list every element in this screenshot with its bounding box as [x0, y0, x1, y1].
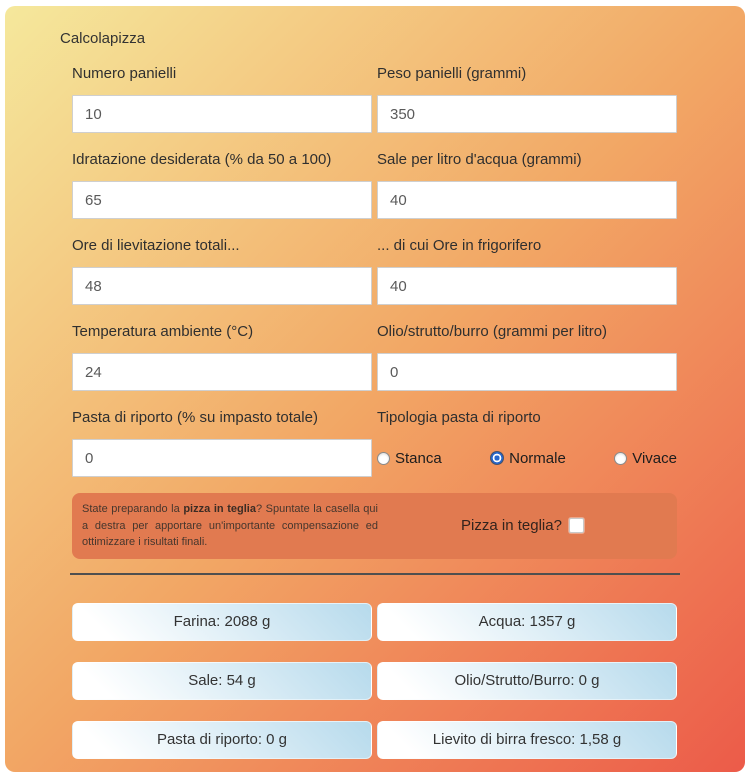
results-divider: [70, 573, 680, 575]
results-row-3: [72, 721, 677, 759]
pasta-riporto-input[interactable]: [72, 439, 372, 477]
pasta-riporto-label: Pasta di riporto (% su impasto totale): [72, 409, 318, 426]
results-row-1: [72, 603, 677, 641]
note-text-bold: pizza in teglia: [183, 503, 256, 515]
form-row-4: [72, 305, 677, 391]
olio-strutto-burro-label: Olio/strutto/burro (grammi per litro): [377, 323, 608, 340]
radio-option-normale[interactable]: [490, 450, 566, 467]
radio-option-vivace[interactable]: [614, 450, 677, 467]
ore-frigorifero-label: ... di cui Ore in frigorifero: [377, 237, 542, 254]
note-text: [82, 501, 378, 551]
calculator-form: [72, 47, 677, 759]
temperatura-label: Temperatura ambiente (°C): [72, 323, 254, 340]
note-text-after: ? Spuntate la casella qui a destra per apportare un'importante compensazione ed ottimizzare i risultati finali.: [82, 503, 378, 548]
result-acqua-button[interactable]: Acqua: 1357 g: [377, 603, 677, 641]
results-section: [72, 603, 677, 759]
results-row-2: [72, 662, 677, 700]
form-row-1: [72, 47, 677, 133]
ore-lievitazione-label: Ore di lievitazione totali...: [72, 237, 240, 254]
radio-stanca-label: Stanca: [395, 449, 442, 467]
numero-panielli-label: Numero panielli: [72, 65, 177, 82]
ore-frigorifero-input[interactable]: [377, 267, 677, 305]
radio-option-stanca[interactable]: [377, 450, 442, 467]
pizza-in-teglia-note: [72, 493, 677, 559]
olio-strutto-burro-input[interactable]: [377, 353, 677, 391]
radio-vivace-label: Vivace: [632, 449, 677, 467]
peso-panielli-label: Peso panielli (grammi): [377, 65, 527, 82]
tipologia-pasta-riporto-label: Tipologia pasta di riporto: [377, 409, 541, 426]
page-title: Calcolapizza: [60, 30, 146, 47]
pizza-in-teglia-checkbox-row: [378, 517, 667, 534]
result-pasta-riporto-button[interactable]: Pasta di riporto: 0 g: [72, 721, 372, 759]
pizza-in-teglia-checkbox-label: Pizza in teglia?: [461, 517, 562, 535]
radio-vivace-icon[interactable]: [614, 452, 627, 465]
result-olio-strutto-burro-button[interactable]: Olio/Strutto/Burro: 0 g: [377, 662, 677, 700]
sale-litro-label: Sale per litro d'acqua (grammi): [377, 151, 582, 168]
form-row-3: [72, 219, 677, 305]
note-text-before: State preparando la: [82, 503, 184, 515]
form-row-2: [72, 133, 677, 219]
result-farina-button[interactable]: Farina: 2088 g: [72, 603, 372, 641]
radio-normale-label: Normale: [509, 449, 566, 467]
numero-panielli-input[interactable]: [72, 95, 372, 133]
idratazione-label: Idratazione desiderata (% da 50 a 100): [72, 151, 332, 168]
pizza-in-teglia-checkbox[interactable]: [569, 518, 584, 533]
peso-panielli-input[interactable]: [377, 95, 677, 133]
radio-stanca-icon[interactable]: [377, 452, 390, 465]
temperatura-input[interactable]: [72, 353, 372, 391]
radio-normale-icon-selected[interactable]: [490, 451, 504, 465]
sale-litro-input[interactable]: [377, 181, 677, 219]
tipologia-radio-group: [377, 439, 677, 477]
result-sale-button[interactable]: Sale: 54 g: [72, 662, 372, 700]
ore-lievitazione-input[interactable]: [72, 267, 372, 305]
form-row-5: [72, 391, 677, 477]
calculator-card: [5, 6, 745, 772]
result-lievito-button[interactable]: Lievito di birra fresco: 1,58 g: [377, 721, 677, 759]
idratazione-input[interactable]: [72, 181, 372, 219]
